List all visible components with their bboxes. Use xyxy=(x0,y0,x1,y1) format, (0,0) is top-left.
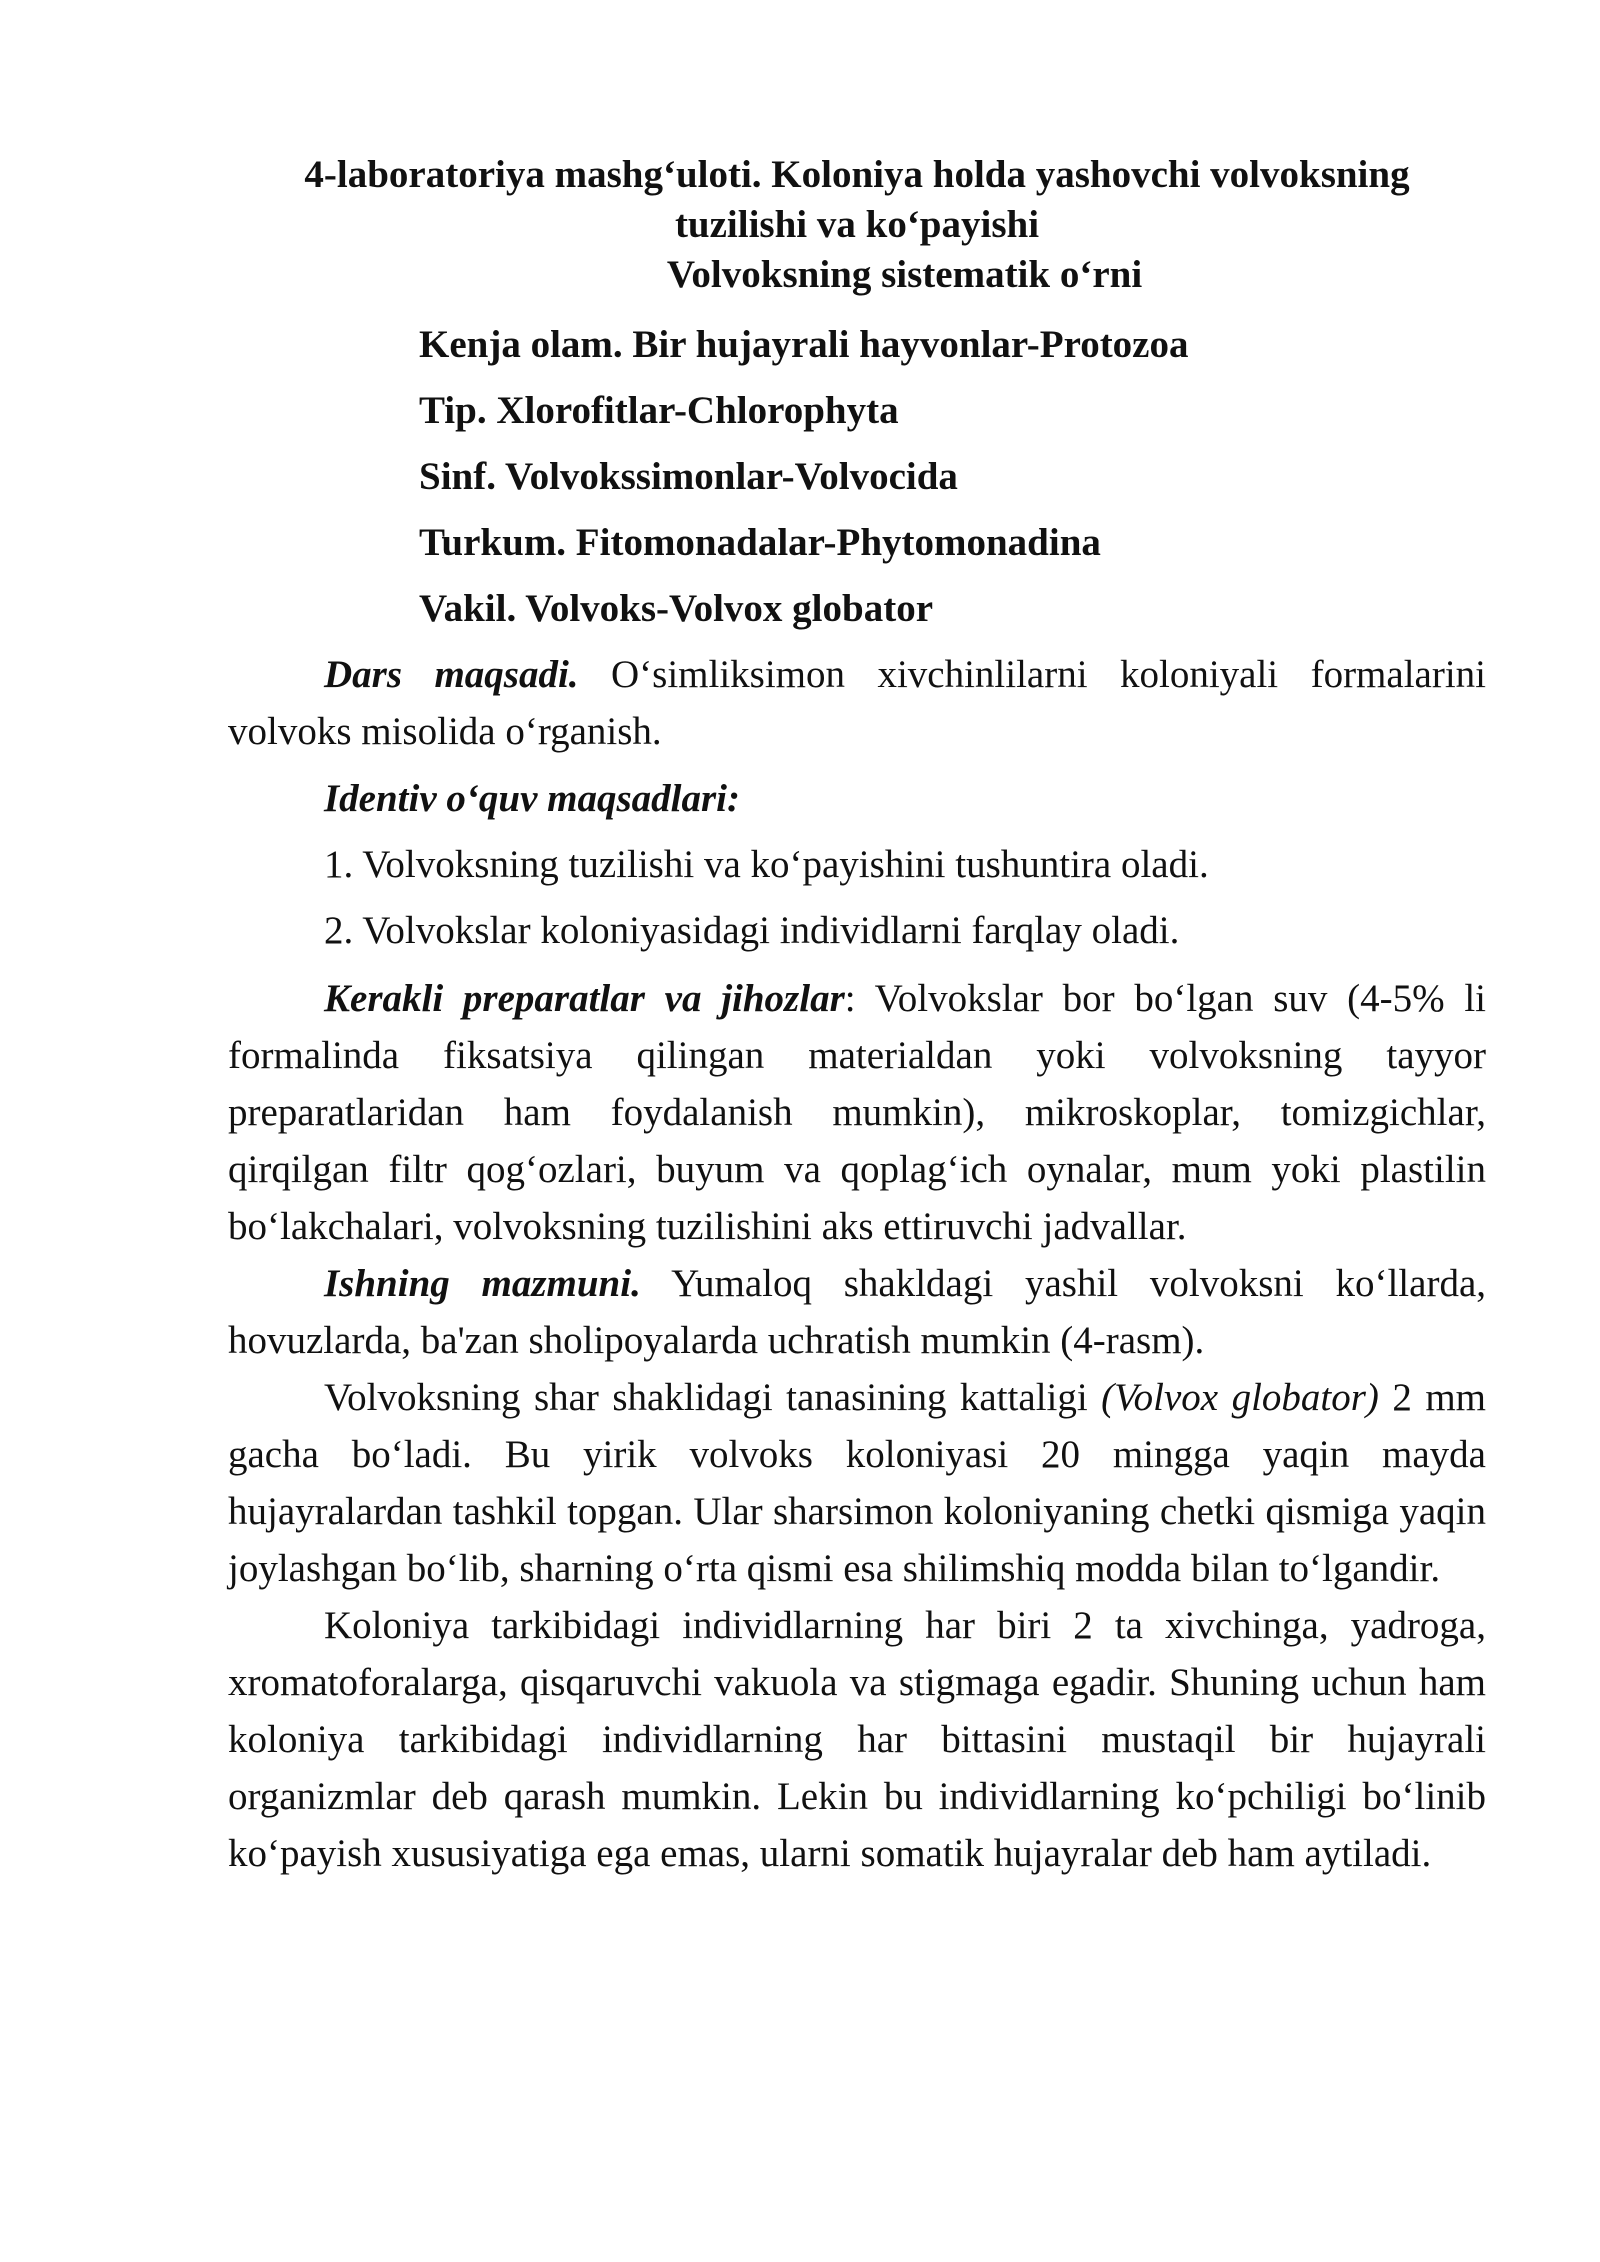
size-paragraph xyxy=(228,1369,1486,1597)
aim-paragraph xyxy=(228,646,1486,760)
objectives-heading: Identiv o‘quv maqsadlari: xyxy=(324,777,740,820)
title-line-2: tuzilishi va ko‘payishi xyxy=(674,203,1040,246)
taxonomy-item: Sinf. Volvokssimonlar-Volvocida xyxy=(419,455,958,498)
size-text-after: 2 mm gacha bo‘ladi. Bu yirik volvoks koloniyasi 20 mingga yaqin mayda hujayralardan tashkil topgan. Ular sharsimon koloniyaning chetki qismiga yaqin joylashgan bo‘lib, sharning o‘rta qismi esa shilimshiq modda bilan to‘lgandir. xyxy=(228,1376,1487,1590)
content-text: Yumaloq shakldagi yashil volvoksni ko‘llarda, hovuzlarda, ba'zan sholipoyalarda uchratish mumkin (4-rasm). xyxy=(228,1262,1486,1362)
content-paragraph xyxy=(228,1255,1486,1369)
materials-text: : Volvokslar bor bo‘lgan suv (4-5% li formalinda fiksatsiya qilingan materialdan yoki volvoksning tayyor preparatlaridan ham foydalanish mumkin), mikroskoplar, tomizgichlar, qirqilgan filtr qog‘ozlari, buyum va qoplag‘ich oynalar, mum yoki plastilin bo‘lakchalari, volvoksning tuzilishini aks ettiruvchi jadvallar. xyxy=(228,977,1486,1248)
taxonomy-list xyxy=(419,312,1486,642)
materials-paragraph xyxy=(228,970,1486,1255)
taxonomy-item: Kenja olam. Bir hujayrali hayvonlar-Protozoa xyxy=(419,323,1189,366)
page-title xyxy=(228,150,1486,250)
taxonomy-item: Vakil. Volvoks-Volvox globator xyxy=(419,587,934,630)
objectives-list xyxy=(228,832,1486,964)
latin-name: (Volvox globator) xyxy=(1101,1376,1379,1419)
page-subtitle: Volvoksning sistematik o‘rni xyxy=(666,253,1143,296)
taxonomy-item: Turkum. Fitomonadalar-Phytomonadina xyxy=(419,521,1101,564)
objective-item: 2. Volvokslar koloniyasidagi individlarni farqlay oladi. xyxy=(324,909,1180,952)
taxonomy-item: Tip. Xlorofitlar-Chlorophyta xyxy=(419,389,899,432)
document-page xyxy=(228,150,1486,1882)
colony-paragraph: Koloniya tarkibidagi individlarning har biri 2 ta xivchinga, yadroga, xromatoforalarga, qisqaruvchi vakuola va stigmaga egadir. Shuning uchun ham koloniya tarkibidagi individlarning har bittasini mustaqil bir hujayrali organizmlar deb qarash mumkin. Lekin bu individlarning ko‘pchiligi bo‘linib ko‘payish xususiyatiga ega emas, ularni somatik hujayralar deb ham aytiladi. xyxy=(228,1604,1486,1875)
objective-item: 1. Volvoksning tuzilishi va ko‘payishini tushuntira oladi. xyxy=(324,843,1209,886)
content-lead: Ishning mazmuni. xyxy=(324,1262,641,1305)
aim-lead: Dars maqsadi. xyxy=(324,653,579,696)
materials-lead: Kerakli preparatlar va jihozlar xyxy=(324,977,845,1020)
size-text-before: Volvoksning shar shaklidagi tanasining kattaligi xyxy=(324,1376,1102,1419)
aim-text: O‘simliksimon xivchinlilarni koloniyali formalarini volvoks misolida o‘rganish. xyxy=(228,653,1487,753)
title-line-1: 4-laboratoriya mashg‘uloti. Koloniya holda yashovchi volvoksning xyxy=(304,153,1410,196)
